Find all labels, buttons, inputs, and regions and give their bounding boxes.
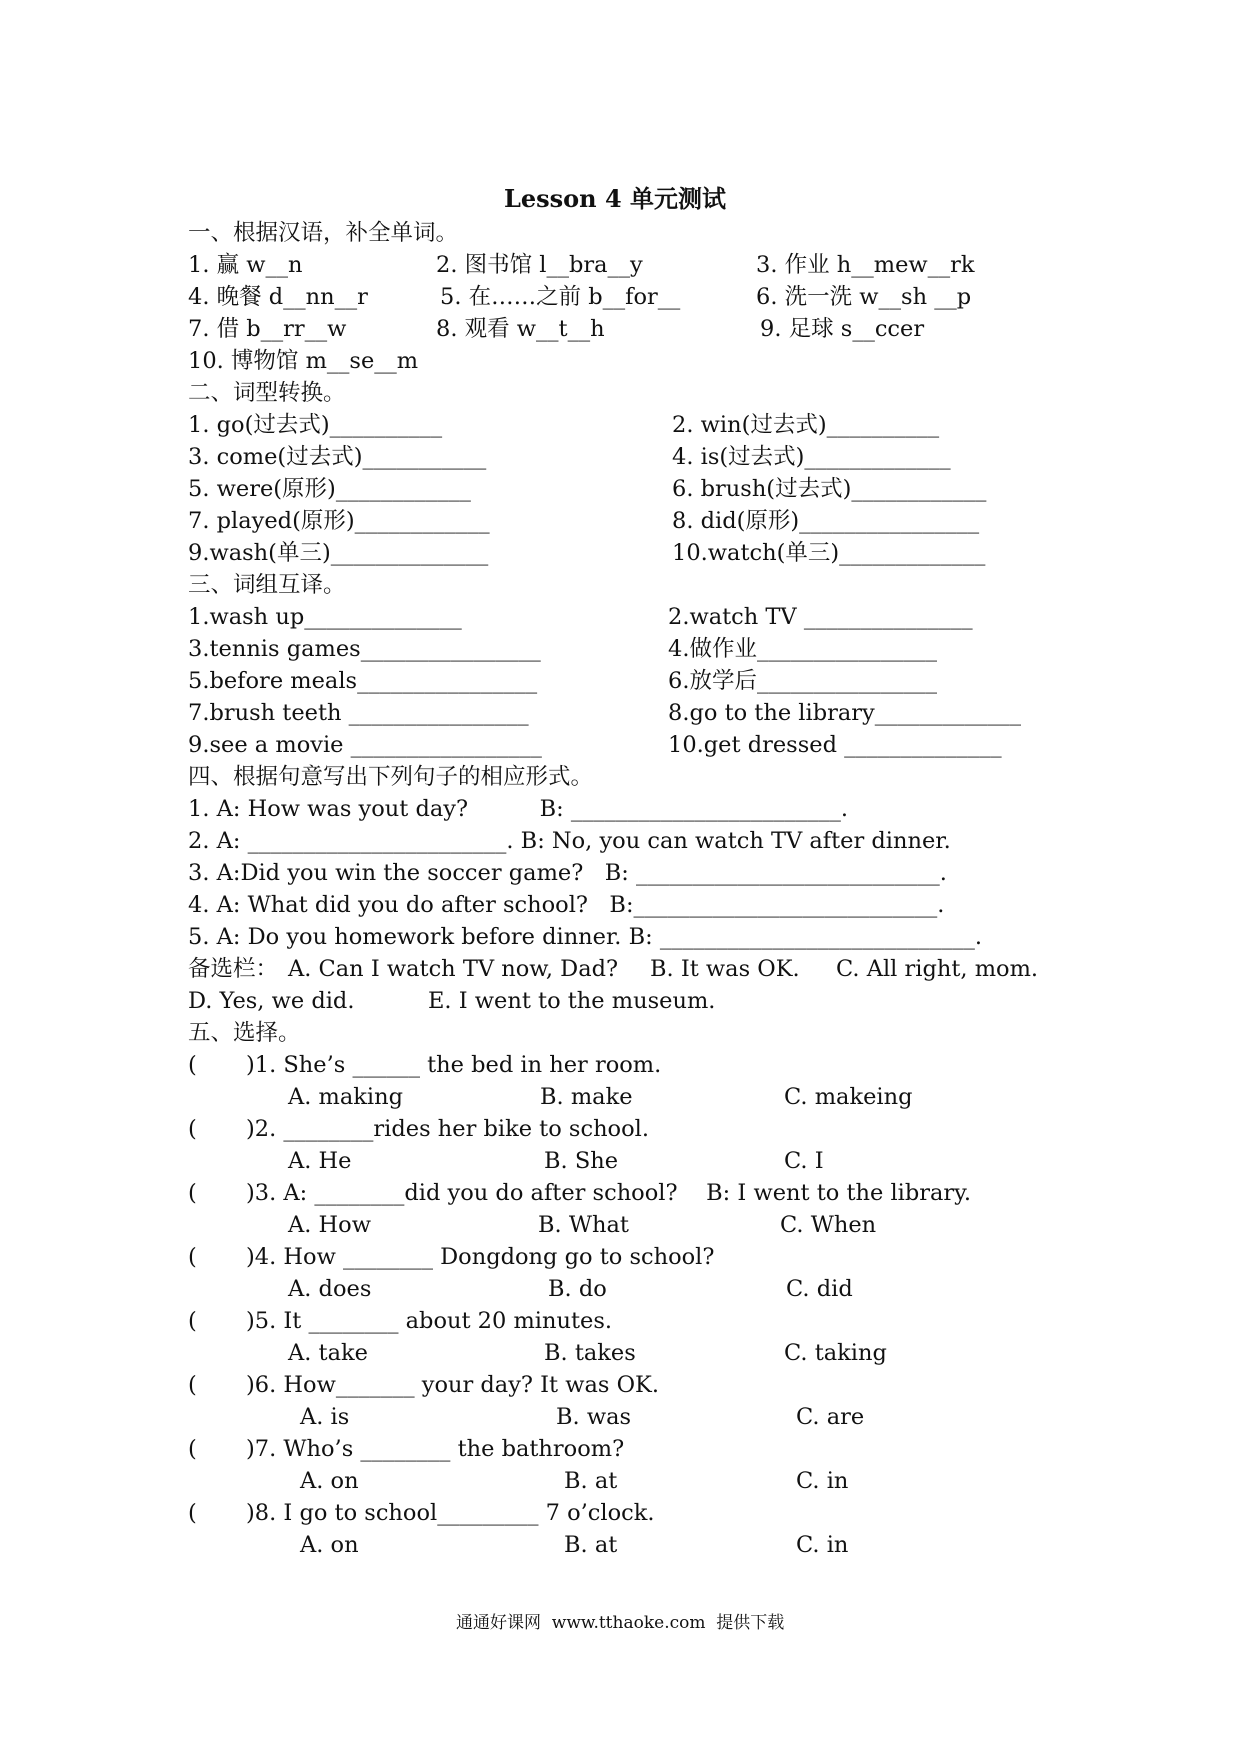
s1-item-2: 2. 图书馆 l__bra__y — [436, 252, 643, 278]
q3-option-a: A. How — [288, 1212, 371, 1238]
s4-line-2: 2. A: _______________________. B: No, you can watch TV after dinner. — [188, 828, 951, 854]
q1-option-b: B. make — [540, 1084, 633, 1110]
s3-item-7: 7.brush teeth ________________ — [188, 700, 529, 726]
q7-option-c: C. in — [796, 1468, 849, 1494]
q7-paren: ( — [188, 1436, 197, 1462]
q2-paren: ( — [188, 1116, 197, 1142]
section-2-heading: 二、词型转换。 — [188, 380, 346, 406]
q3-option-b: B. What — [538, 1212, 629, 1238]
s3-item-9: 9.see a movie _________________ — [188, 732, 542, 758]
s3-item-5: 5.before meals________________ — [188, 668, 538, 694]
q1-paren: ( — [188, 1052, 197, 1078]
q2-stem: )2. ________rides her bike to school. — [246, 1116, 650, 1142]
q2-option-b: B. She — [544, 1148, 619, 1174]
s3-item-2: 2.watch TV _______________ — [668, 604, 973, 630]
q8-option-a: A. on — [300, 1532, 359, 1558]
q5-option-a: A. take — [288, 1340, 368, 1366]
s4-line-5: 5. A: Do you homework before dinner. B: ____________________________. — [188, 924, 982, 950]
q8-paren: ( — [188, 1500, 197, 1526]
s2-item-1: 1. go(过去式)__________ — [188, 412, 443, 438]
s2-item-4: 4. is(过去式)_____________ — [672, 444, 951, 470]
q2-option-c: C. I — [784, 1148, 824, 1174]
q7-stem: )7. Who’s ________ the bathroom? — [246, 1436, 625, 1462]
section-4-heading: 四、根据句意写出下列句子的相应形式。 — [188, 764, 594, 790]
s1-item-8: 8. 观看 w__t__h — [436, 316, 605, 342]
q6-option-c: C. are — [796, 1404, 865, 1430]
s3-item-4: 4.做作业________________ — [668, 636, 937, 662]
page-title: Lesson 4 单元测试 — [504, 184, 727, 213]
q2-option-a: A. He — [288, 1148, 352, 1174]
q1-option-a: A. making — [288, 1084, 404, 1110]
s2-item-8: 8. did(原形)________________ — [672, 508, 980, 534]
q4-paren: ( — [188, 1244, 197, 1270]
s1-item-5: 5. 在……之前 b__for__ — [440, 284, 681, 310]
s2-item-3: 3. come(过去式)___________ — [188, 444, 487, 470]
q3-stem: )3. A: ________did you do after school? B: I went to the library. — [246, 1180, 972, 1206]
s4-line-3: 3. A:Did you win the soccer game? B: ___________________________. — [188, 860, 947, 886]
q6-option-b: B. was — [556, 1404, 632, 1430]
q4-stem: )4. How ________ Dongdong go to school? — [246, 1244, 715, 1270]
s1-item-3: 3. 作业 h__mew__rk — [756, 252, 975, 278]
s4-option-c: C. All right, mom. — [836, 956, 1039, 982]
s1-item-4: 4. 晚餐 d__nn__r — [188, 284, 368, 310]
s2-item-5: 5. were(原形)____________ — [188, 476, 471, 502]
q8-stem: )8. I go to school_________ 7 o’clock. — [246, 1500, 655, 1526]
q6-option-a: A. is — [300, 1404, 350, 1430]
q5-option-b: B. takes — [544, 1340, 636, 1366]
s1-item-1: 1. 赢 w__n — [188, 252, 303, 278]
s2-item-10: 10.watch(单三)_____________ — [672, 540, 986, 566]
q1-option-c: C. makeing — [784, 1084, 913, 1110]
q7-option-a: A. on — [300, 1468, 359, 1494]
section-5-heading: 五、选择。 — [188, 1020, 301, 1046]
s4-options-label: 备选栏： — [188, 956, 279, 982]
section-1-heading: 一、根据汉语，补全单词。 — [188, 220, 459, 246]
s2-item-7: 7. played(原形)____________ — [188, 508, 490, 534]
q3-option-c: C. When — [780, 1212, 877, 1238]
q6-paren: ( — [188, 1372, 197, 1398]
s2-item-6: 6. brush(过去式)____________ — [672, 476, 987, 502]
q5-stem: )5. It ________ about 20 minutes. — [246, 1308, 613, 1334]
s3-item-1: 1.wash up______________ — [188, 604, 462, 630]
footer-credit: 通通好课网 www.tthaoke.com 提供下载 — [456, 1613, 785, 1633]
s1-item-10: 10. 博物馆 m__se__m — [188, 348, 419, 374]
section-3-heading: 三、词组互译。 — [188, 572, 346, 598]
q4-option-a: A. does — [288, 1276, 372, 1302]
s4-option-a: A. Can I watch TV now, Dad? — [288, 956, 619, 982]
s4-option-b: B. It was OK. — [650, 956, 800, 982]
s1-item-6: 6. 洗一洗 w__sh __p — [756, 284, 972, 310]
q5-option-c: C. taking — [784, 1340, 887, 1366]
q3-paren: ( — [188, 1180, 197, 1206]
s4-line-1: 1. A: How was yout day? B: ________________________. — [188, 796, 849, 822]
s1-item-7: 7. 借 b__rr__w — [188, 316, 347, 342]
q1-stem: )1. She’s ______ the bed in her room. — [246, 1052, 662, 1078]
q7-option-b: B. at — [564, 1468, 618, 1494]
s3-item-10: 10.get dressed ______________ — [668, 732, 1002, 758]
q8-option-b: B. at — [564, 1532, 618, 1558]
q8-option-c: C. in — [796, 1532, 849, 1558]
q4-option-c: C. did — [786, 1276, 853, 1302]
s4-option-e: E. I went to the museum. — [428, 988, 716, 1014]
s2-item-2: 2. win(过去式)__________ — [672, 412, 940, 438]
s3-item-8: 8.go to the library_____________ — [668, 700, 1021, 726]
q4-option-b: B. do — [548, 1276, 607, 1302]
s4-option-d: D. Yes, we did. — [188, 988, 355, 1014]
q6-stem: )6. How_______ your day? It was OK. — [246, 1372, 659, 1398]
s4-line-4: 4. A: What did you do after school? B:___________________________. — [188, 892, 945, 918]
s3-item-6: 6.放学后________________ — [668, 668, 937, 694]
q5-paren: ( — [188, 1308, 197, 1334]
s2-item-9: 9.wash(单三)______________ — [188, 540, 489, 566]
s1-item-9: 9. 足球 s__ccer — [760, 316, 925, 342]
s3-item-3: 3.tennis games________________ — [188, 636, 541, 662]
